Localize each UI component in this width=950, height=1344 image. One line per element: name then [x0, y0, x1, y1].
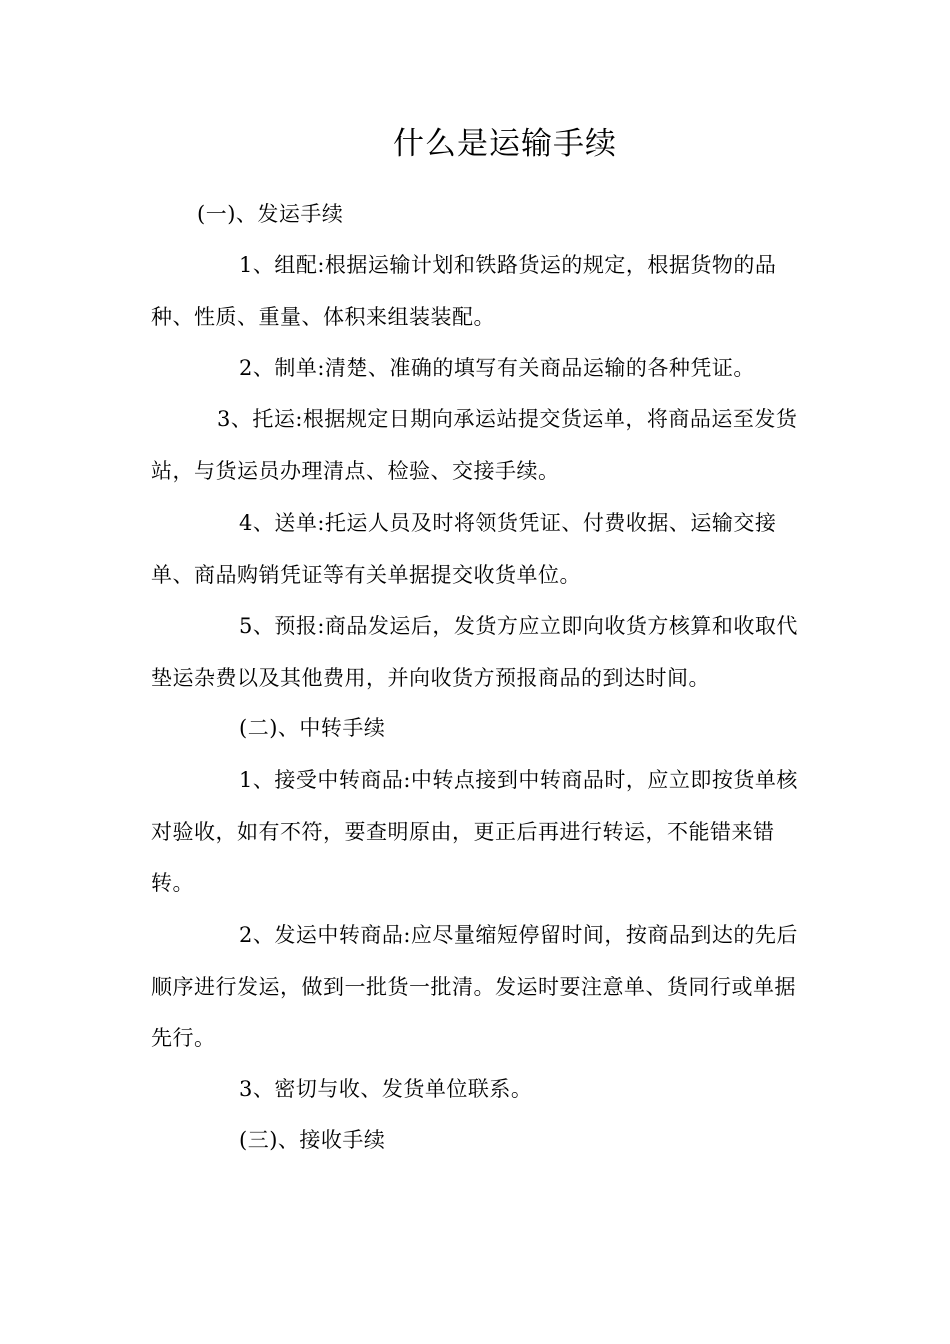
document-title: 什么是运输手续 — [393, 126, 617, 162]
paragraph-delivery-documents: 4、送单:托运人员及时将领货凭证、付费收据、运输交接单、商品购销凭证等有关单据提交收货单位。 — [151, 511, 777, 587]
paragraph-consignment: 3、托运:根据规定日期向承运站提交货运单，将商品运至发货站，与货运员办理清点、检验、交接手续。 — [151, 407, 798, 483]
paragraph-receive-transfer: 1、接受中转商品:中转点接到中转商品时，应立即按货单核对验收，如有不符，要查明原由，更正后再进行转运，不能错来错转。 — [151, 768, 798, 895]
section-heading-receipt: (三)、接收手续 — [239, 1128, 386, 1152]
paragraph-grouping: 1、组配:根据运输计划和铁路货运的规定，根据货物的品种、性质、重量、体积来组装装配。 — [151, 253, 777, 329]
section-heading-transfer: (二)、中转手续 — [239, 716, 386, 740]
paragraph-advance-notice: 5、预报:商品发运后，发货方应立即向收货方核算和收取代垫运杂费以及其他费用，并向收货方预报商品的到达时间。 — [151, 614, 798, 690]
section-heading-dispatch: (一)、发运手续 — [197, 202, 344, 226]
paragraph-liaison: 3、密切与收、发货单位联系。 — [239, 1077, 533, 1101]
paragraph-documentation: 2、制单:清楚、准确的填写有关商品运输的各种凭证。 — [239, 356, 755, 380]
paragraph-dispatch-transfer: 2、发运中转商品:应尽量缩短停留时间，按商品到达的先后顺序进行发运，做到一批货一批清。发运时要注意单、货同行或单据先行。 — [151, 923, 798, 1050]
